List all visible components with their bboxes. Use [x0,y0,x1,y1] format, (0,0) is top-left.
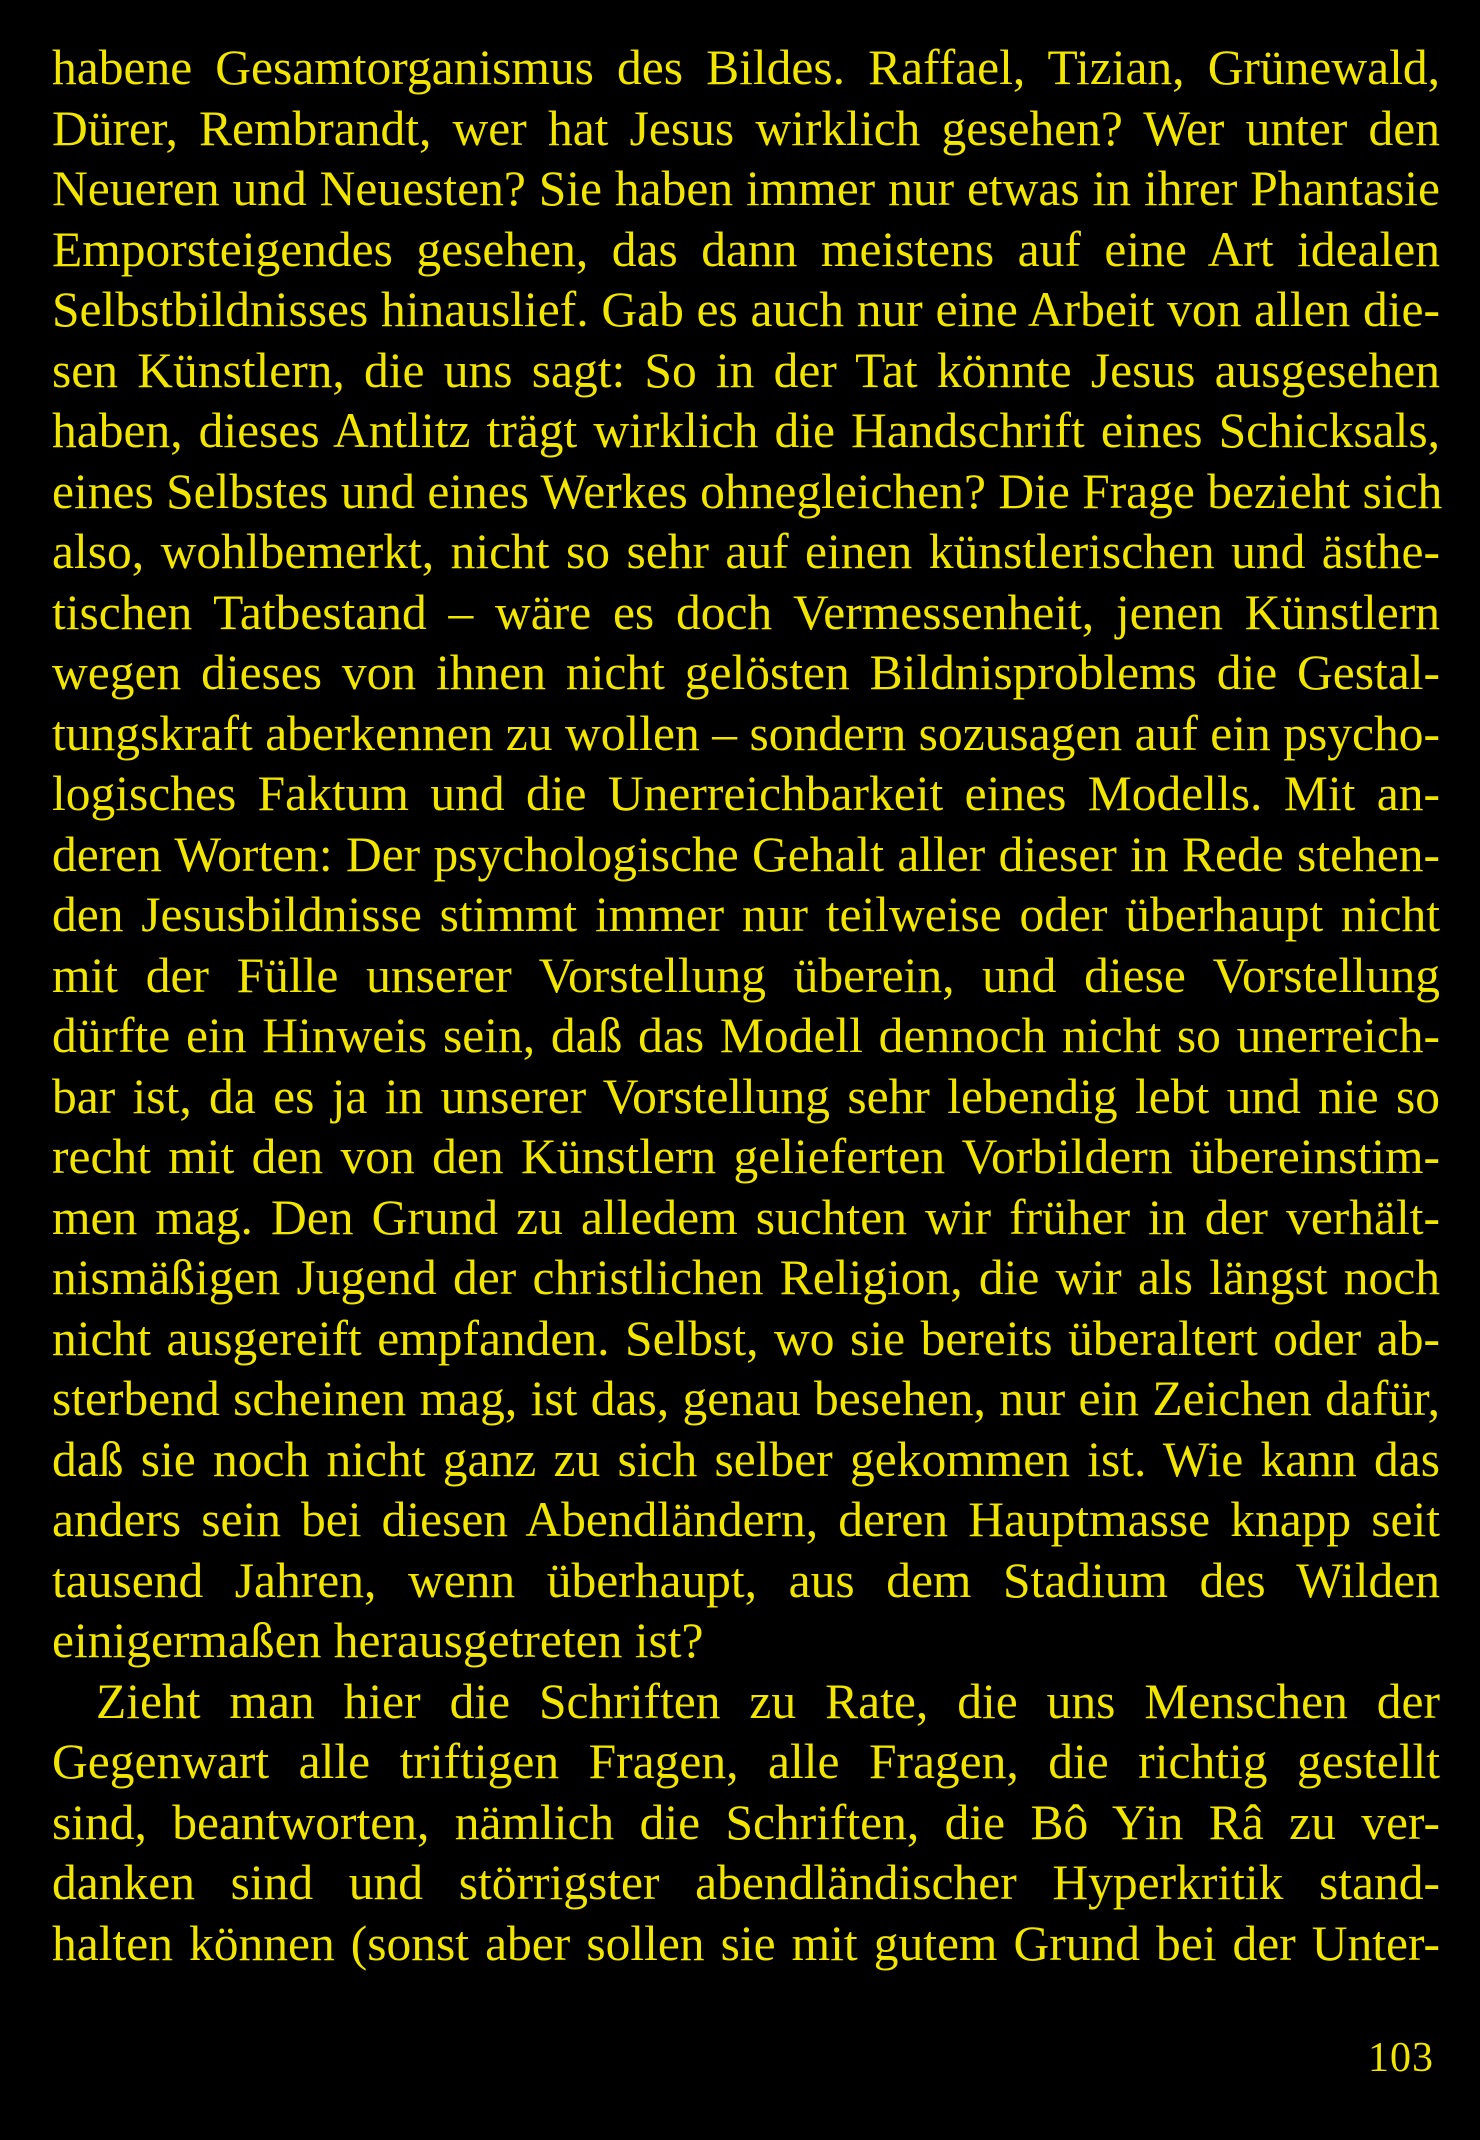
page-number: 103 [1368,2035,1434,2081]
text-line: Dürer, Rembrandt, wer hat Jesus wirklich gesehen? Wer unter den [52,100,1440,156]
text-line: sind, beantworten, nämlich die Schriften, die Bô Yin Râ zu ver- [52,1794,1440,1850]
text-line: mit der Fülle unserer Vorstellung überein, und diese Vorstellung [52,947,1440,1003]
text-line: haben, dieses Antlitz trägt wirklich die Handschrift eines Schicksals, [52,403,1440,458]
text-line: sen Künstlern, die uns sagt: So in der Tat könnte Jesus ausgesehen [52,342,1440,398]
paragraph-1 [52,38,1443,1672]
text-line: tischen Tatbestand – wäre es doch Vermessenheit, jenen Künstlern [52,584,1440,640]
text-line: daß sie noch nicht ganz zu sich selber gekommen ist. Wie kann das [52,1431,1440,1487]
text-line: den Jesusbildnisse stimmt immer nur teilweise oder überhaupt nicht [52,887,1440,942]
text-line: eines Selbstes und eines Werkes ohnegleichen? Die Frage bezieht sich [52,463,1443,519]
text-line: also, wohlbemerkt, nicht so sehr auf einen künstlerischen und ästhe- [52,524,1440,579]
text-line: Zieht man hier die Schriften zu Rate, die uns Menschen der [96,1673,1440,1729]
text-line: tungskraft aberkennen zu wollen – sondern sozusagen auf ein psycho- [52,705,1440,761]
text-line: halten können (sonst aber sollen sie mit gutem Grund bei der Unter- [52,1915,1440,1971]
text-line: recht mit den von den Künstlern gelieferten Vorbildern übereinstim- [52,1129,1440,1184]
text-line: men mag. Den Grund zu alledem suchten wir früher in der verhält- [52,1189,1440,1245]
text-line: deren Worten: Der psychologische Gehalt aller dieser in Rede stehen- [52,826,1440,882]
text-line: dürfte ein Hinweis sein, daß das Modell dennoch nicht so unerreich- [52,1008,1440,1063]
text-line: tausend Jahren, wenn überhaupt, aus dem Stadium des Wilden [52,1552,1440,1608]
text-line: logisches Faktum und die Unerreichbarkeit eines Modells. Mit an- [52,766,1440,821]
text-line: Selbstbildnisses hinauslief. Gab es auch nur eine Arbeit von allen die- [52,282,1440,337]
text-line: nismäßigen Jugend der christlichen Religion, die wir als längst noch [52,1250,1440,1305]
text-line: habene Gesamtorganismus des Bildes. Raffael, Tizian, Grünewald, [52,40,1440,95]
text-line: wegen dieses von ihnen nicht gelösten Bildnisproblems die Gestal- [52,645,1440,700]
text-line: Neueren und Neuesten? Sie haben immer nur etwas in ihrer Phantasie [52,161,1440,216]
text-line: bar ist, da es ja in unserer Vorstellung sehr lebendig lebt und nie so [52,1068,1440,1124]
body-text [52,38,1443,1974]
text-line: Emporsteigendes gesehen, das dann meistens auf eine Art idealen [52,221,1440,277]
text-line: einigermaßen herausgetreten ist? [52,1613,704,1668]
text-line: Gegenwart alle triftigen Fragen, alle Fragen, die richtig gestellt [52,1734,1440,1789]
text-line: nicht ausgereift empfanden. Selbst, wo sie bereits überaltert oder ab- [52,1310,1440,1366]
text-line: sterbend scheinen mag, ist das, genau besehen, nur ein Zeichen dafür, [52,1371,1440,1426]
text-line: anders sein bei diesen Abendländern, deren Hauptmasse knapp seit [52,1492,1440,1547]
text-line: danken sind und störrigster abendländischer Hyperkritik stand- [52,1855,1440,1910]
paragraph-2 [52,1672,1440,1975]
